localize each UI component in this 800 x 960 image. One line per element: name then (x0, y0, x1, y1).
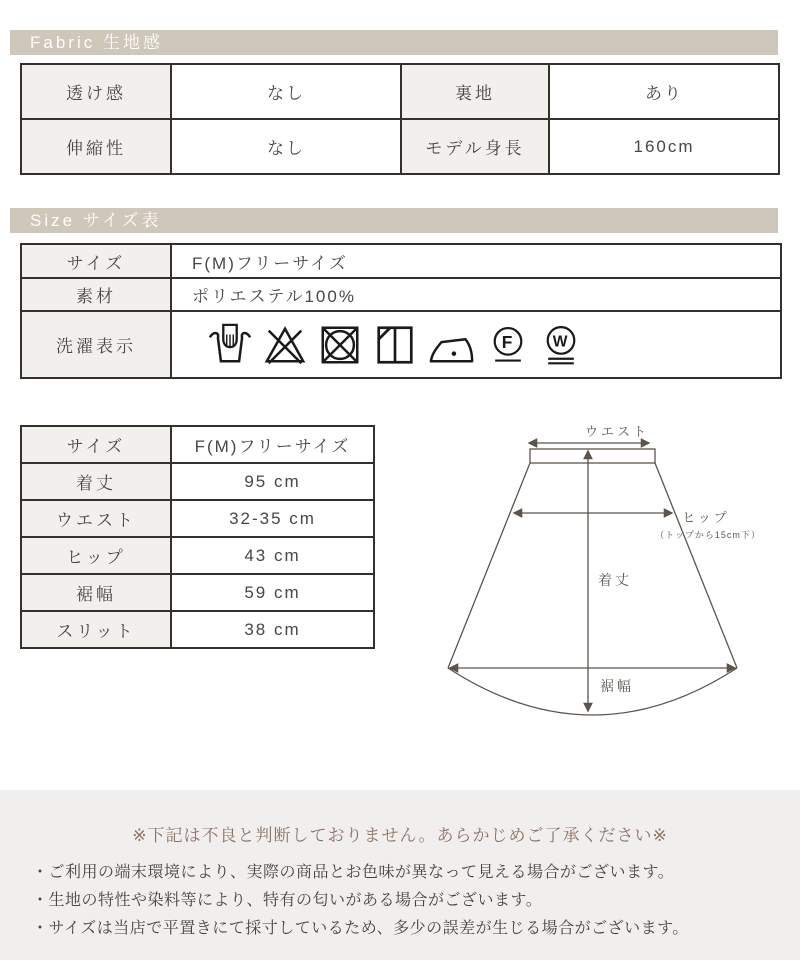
meas-value-waist: 32-35 cm (171, 500, 374, 537)
material-value: ポリエステル100% (171, 278, 781, 311)
fabric-label-model-height: モデル身長 (401, 119, 549, 174)
size-info-table (20, 243, 782, 379)
fabric-value-lining: あり (549, 64, 779, 119)
svg-text:W: W (552, 332, 570, 350)
skirt-left-side (448, 463, 530, 668)
care-symbols-cell (171, 311, 781, 378)
fabric-label-sheerness: 透け感 (21, 64, 171, 119)
size-value: F(M)フリーサイズ (171, 244, 781, 278)
hem-curve (448, 668, 737, 715)
table-row (21, 463, 374, 500)
do-not-tumble-dry-icon (317, 322, 363, 368)
line-dry-in-shade-icon (372, 322, 418, 368)
wet-clean-w-icon (539, 322, 583, 368)
fabric-label-lining: 裏地 (401, 64, 549, 119)
meas-label-waist: ウエスト (21, 500, 171, 537)
hem-label: 裾幅 (600, 678, 634, 694)
fabric-value-stretch: なし (171, 119, 401, 174)
notes-section (0, 790, 800, 960)
meas-value-length: 95 cm (171, 463, 374, 500)
note-item: ・生地の特性や染料等により、特有の匂いがある場合がございます。 (32, 892, 543, 909)
skirt-right-side (655, 463, 737, 668)
dry-clean-f-icon (486, 322, 530, 368)
note-item: ・サイズは当店で平置きにて採寸しているため、多少の誤差が生じる場合がございます。 (32, 920, 689, 937)
iron-low-icon (427, 322, 477, 368)
care-symbols-label: 洗濯表示 (21, 311, 171, 378)
meas-label-hem-width: 裾幅 (21, 574, 171, 611)
table-row (21, 311, 781, 378)
table-row (21, 119, 779, 174)
waist-label: ウエスト (584, 424, 650, 439)
table-row (21, 278, 781, 311)
meas-value-size: F(M)フリーサイズ (171, 426, 374, 463)
meas-value-slit: 38 cm (171, 611, 374, 648)
hand-wash-icon (207, 322, 253, 368)
meas-value-hem-width: 59 cm (171, 574, 374, 611)
note-item: ・ご利用の端末環境により、実際の商品とお色味が異なって見える場合がございます。 (32, 864, 675, 881)
fabric-table (20, 63, 780, 175)
waistband-shape (530, 449, 655, 463)
table-row (21, 537, 374, 574)
meas-label-size: サイズ (21, 426, 171, 463)
table-row (21, 574, 374, 611)
fabric-value-sheerness: なし (171, 64, 401, 119)
svg-text:F: F (501, 331, 515, 352)
table-row (21, 244, 781, 278)
skirt-measurement-diagram (430, 415, 800, 725)
meas-label-slit: スリット (21, 611, 171, 648)
measurement-table (20, 425, 375, 649)
notes-title: ※下記は不良と判断しておりません。あらかじめご了承ください※ (132, 826, 668, 845)
meas-label-length: 着丈 (21, 463, 171, 500)
fabric-section-header: Fabric 生地感 (10, 30, 778, 55)
hip-note-label: （トップから15cm下） (655, 530, 761, 540)
table-row (21, 64, 779, 119)
notes-list (32, 859, 800, 943)
length-label: 着丈 (598, 572, 632, 588)
meas-label-hip: ヒップ (21, 537, 171, 574)
hip-label: ヒップ (682, 510, 730, 525)
table-row (21, 426, 374, 463)
table-row (21, 500, 374, 537)
fabric-label-stretch: 伸縮性 (21, 119, 171, 174)
table-row (21, 611, 374, 648)
size-label: サイズ (21, 244, 171, 278)
size-section-header: Size サイズ表 (10, 208, 778, 233)
do-not-bleach-icon (262, 322, 308, 368)
material-label: 素材 (21, 278, 171, 311)
fabric-value-model-height: 160cm (549, 119, 779, 174)
meas-value-hip: 43 cm (171, 537, 374, 574)
